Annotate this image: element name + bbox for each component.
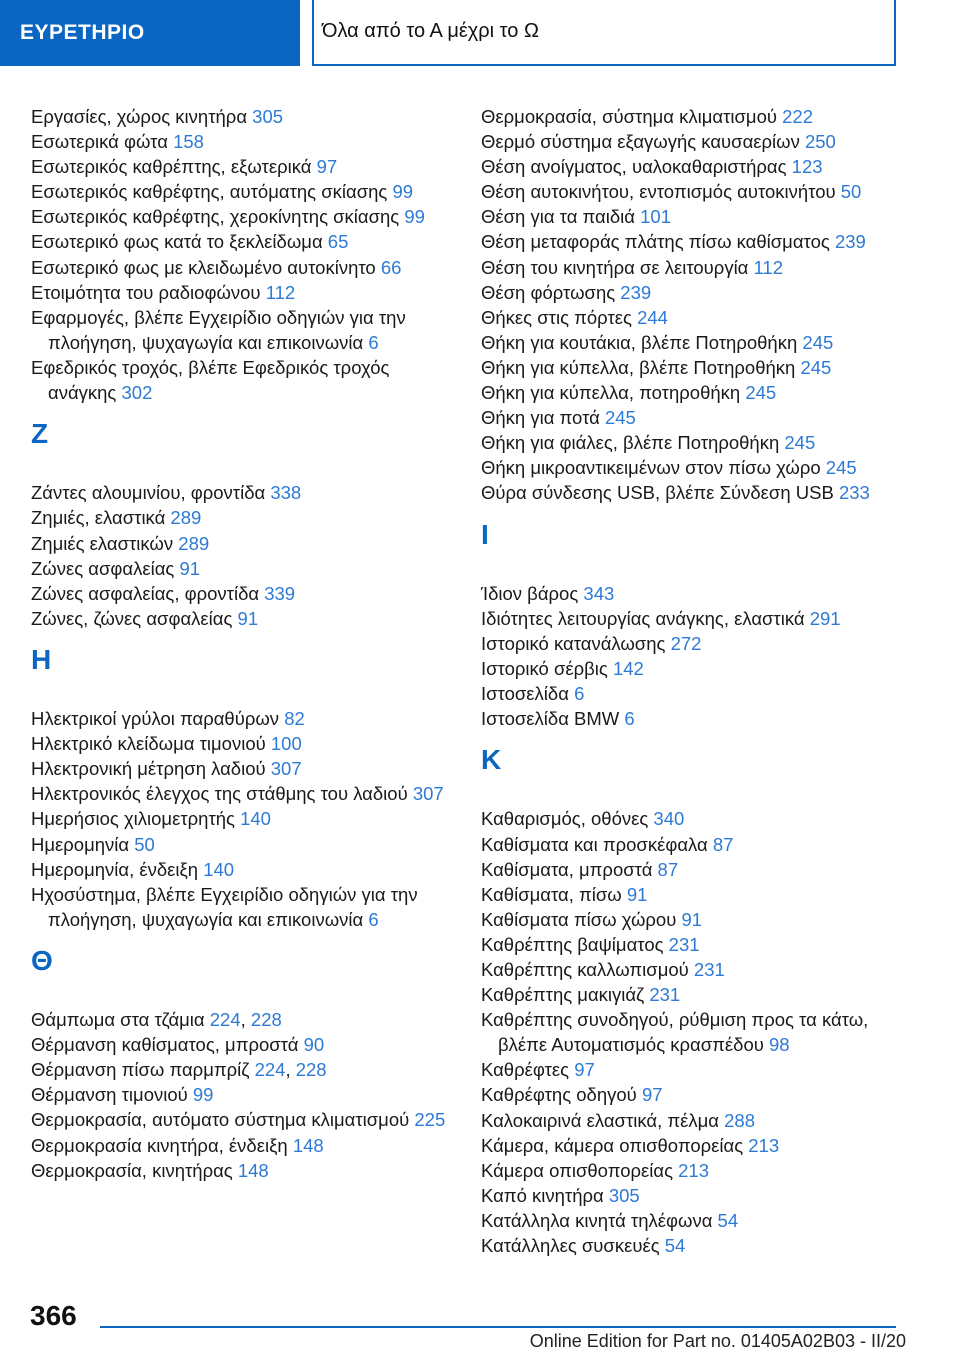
- index-entry: [31, 606, 461, 631]
- index-entry: [481, 1007, 911, 1057]
- page-link[interactable]: 66: [380, 256, 402, 278]
- entry-term: Θάμπωμα στα τζάμια: [31, 1009, 210, 1031]
- entry-term: Καθρέπτης βαψίματος: [481, 933, 669, 955]
- page-link[interactable]: 99: [192, 1084, 214, 1106]
- page-link[interactable]: 340: [653, 808, 685, 830]
- page-link[interactable]: 231: [693, 959, 725, 980]
- index-entry: [481, 581, 911, 606]
- entry-term: Καθρέπτης συνοδηγού, ρύθμιση προς τα κάτω, βλέπε Αυτοματισμός κρασπέδου: [481, 1009, 869, 1056]
- page-link[interactable]: 291: [809, 607, 841, 629]
- entry-term: Ηλεκτρονική μέτρηση λαδιού: [31, 758, 271, 780]
- page-link[interactable]: 54: [664, 1235, 686, 1257]
- index-entry: [31, 229, 461, 254]
- page-link[interactable]: 343: [583, 582, 615, 604]
- entry-term: Ηχοσύστημα, βλέπε Εγχειρίδιο οδηγιών για την πλοήγηση, ψυχαγωγία και επικοινωνία: [31, 883, 418, 930]
- page-link[interactable]: 289: [170, 507, 202, 529]
- index-entry: [481, 656, 911, 681]
- entry-term: Ζώνες ασφαλείας, φροντίδα: [31, 582, 265, 604]
- entry-term: Θέρμανση τιμονιού: [31, 1084, 193, 1106]
- entry-term: Θέση φόρτωσης: [481, 281, 621, 303]
- entry-term: Καθρέφτης οδηγού: [481, 1084, 642, 1106]
- page-link[interactable]: 231: [668, 933, 700, 955]
- index-entry: [481, 631, 911, 656]
- index-entry: [481, 706, 911, 731]
- index-entry: [31, 154, 461, 179]
- index-entry: [481, 982, 911, 1007]
- page-link[interactable]: 91: [681, 908, 703, 930]
- index-entry: [31, 204, 461, 229]
- index-entry: [481, 1183, 911, 1208]
- index-entry: [481, 832, 911, 857]
- entry-term: Θύρα σύνδεσης USB, βλέπε Σύνδεση USB: [481, 482, 839, 504]
- page-link[interactable]: 97: [316, 156, 338, 178]
- index-entry: [31, 556, 461, 581]
- entry-term: Θερμοκρασία κινητήρα, ένδειξη: [31, 1134, 293, 1156]
- section-label: ΕΥΡΕΤΗΡΙΟ: [0, 0, 300, 66]
- page-link[interactable]: 245: [825, 457, 857, 479]
- index-entry: [481, 179, 911, 204]
- entry-term: Εσωτερικά φώτα: [31, 131, 174, 153]
- page-link[interactable]: 140: [240, 808, 271, 830]
- index-entry: [31, 832, 461, 857]
- entry-term: Θερμοκρασία, σύστημα κλιματισμού: [481, 106, 783, 127]
- page-link[interactable]: 142: [612, 657, 644, 679]
- entry-term: Θερμό σύστημα εξαγωγής καυσαερίων: [481, 131, 805, 153]
- page-link[interactable]: 245: [604, 407, 636, 429]
- entry-term: Εσωτερικός καθρέπτης, εξωτερικά: [31, 156, 317, 178]
- index-entry: [481, 882, 911, 907]
- index-entry: [31, 280, 461, 305]
- page-link[interactable]: 245: [784, 432, 816, 454]
- page-link[interactable]: 148: [237, 1159, 269, 1181]
- entry-term: Θήκη μικροαντικειμένων στον πίσω χώρο: [481, 457, 826, 479]
- index-entry: [481, 907, 911, 932]
- index-entry: [481, 154, 911, 179]
- entry-term: Κάμερα οπισθοπορείας: [481, 1159, 679, 1181]
- page-link[interactable]: 307: [270, 758, 302, 780]
- entry-term: Ηλεκτρονικός έλεγχος της στάθμης του λαδιού: [31, 783, 413, 805]
- page-link[interactable]: 54: [717, 1209, 739, 1231]
- page-link[interactable]: 91: [237, 607, 259, 629]
- entry-term: Θήκη για κύπελλα, βλέπε Ποτηροθήκη: [481, 356, 801, 378]
- page-link[interactable]: 250: [804, 131, 836, 153]
- page-link[interactable]: 305: [252, 106, 284, 127]
- entry-term: Θέση του κινητήρα σε λειτουργία: [481, 256, 754, 278]
- entry-term: Ζώνες ασφαλείας: [31, 557, 180, 579]
- entry-term: Ζημιές ελαστικών: [31, 532, 179, 554]
- index-entry: [31, 731, 461, 756]
- index-entry: [31, 255, 461, 280]
- entry-term: Ημερήσιος χιλιομετρητής: [31, 808, 241, 830]
- index-entry: [481, 1108, 911, 1133]
- entry-term: Καθαρισμός, οθόνες: [481, 808, 654, 830]
- page-link[interactable]: 101: [640, 206, 671, 228]
- index-letter-heading: H: [31, 643, 52, 675]
- entry-term: Ιδιότητες λειτουργίας ανάγκης, ελαστικά: [481, 607, 810, 629]
- index-entry: [31, 882, 461, 932]
- page-link[interactable]: 245: [800, 356, 832, 378]
- index-entry: [481, 806, 911, 831]
- index-entry: [31, 179, 461, 204]
- index-entry: [31, 781, 461, 806]
- index-entry: [31, 104, 461, 129]
- entry-term: Ημερομηνία: [31, 833, 135, 855]
- page-link[interactable]: 239: [834, 231, 866, 253]
- index-entry: Θάμπωμα στα τζάμια 224, 228: [31, 1009, 282, 1031]
- entry-term: Θέση για τα παιδιά: [481, 206, 641, 228]
- page-link[interactable]: 87: [657, 858, 679, 880]
- index-entry: [31, 1082, 461, 1107]
- index-entry: [481, 255, 911, 280]
- entry-term: Θήκη για κύπελλα, ποτηροθήκη: [481, 382, 746, 404]
- page-link[interactable]: 87: [712, 833, 734, 855]
- page-link[interactable]: 288: [724, 1109, 755, 1131]
- entry-term: Θέση μεταφοράς πλάτης πίσω καθίσματος: [481, 231, 835, 253]
- index-entry: [31, 706, 461, 731]
- index-entry: [481, 455, 911, 480]
- header-title: Όλα από το Α μέχρι το Ω: [312, 0, 896, 66]
- entry-term: Εργασίες, χώρος κινητήρα: [31, 106, 253, 127]
- index-entry: [31, 857, 461, 882]
- page-header: [0, 0, 960, 66]
- entry-term: Θέση αυτοκινήτου, εντοπισμός αυτοκινήτου: [481, 181, 841, 203]
- page-link[interactable]: 307: [412, 783, 444, 805]
- page-link[interactable]: 100: [270, 733, 302, 755]
- index-column-left: [31, 104, 461, 1183]
- edition-text: Online Edition for Part no. 01405A02B03 - II/20: [529, 1331, 906, 1351]
- entry-term: Κάμερα, κάμερα οπισθοπορείας: [481, 1134, 749, 1156]
- page-link[interactable]: 224: [254, 1059, 286, 1081]
- entry-term: Καθίσματα πίσω χώρου: [481, 908, 682, 930]
- page-link[interactable]: 305: [608, 1184, 640, 1206]
- index-entry: [31, 480, 461, 505]
- page-link[interactable]: 65: [327, 231, 349, 253]
- entry-term: Ίδιον βάρος: [481, 582, 584, 604]
- entry-term: Καπό κινητήρα: [481, 1184, 609, 1206]
- entry-term: Θήκη για κουτάκια, βλέπε Ποτηροθήκη: [481, 331, 803, 353]
- entry-term: Καλοκαιρινά ελαστικά, πέλμα: [481, 1109, 725, 1131]
- entry-term: Εφαρμογές, βλέπε Εγχειρίδιο οδηγιών για την πλοήγηση, ψυχαγωγία και επικοινωνία: [31, 306, 406, 353]
- entry-term: Ιστοσελίδα BMW: [481, 708, 625, 730]
- index-entry: [481, 480, 911, 505]
- index-entry: [481, 1233, 911, 1258]
- entry-term: Ημερομηνία, ένδειξη: [31, 858, 204, 880]
- page-link[interactable]: 6: [368, 908, 379, 930]
- index-entry: [31, 1158, 461, 1183]
- index-entry: [31, 505, 461, 530]
- page-link[interactable]: 6: [574, 683, 585, 705]
- index-entry: [31, 355, 461, 405]
- entry-term: Θερμοκρασία, κινητήρας: [31, 1159, 238, 1181]
- page-link[interactable]: 50: [134, 833, 155, 855]
- entry-term: Κατάλληλες συσκευές: [481, 1235, 665, 1257]
- entry-term: Εσωτερικό φως με κλειδωμένο αυτοκίνητο: [31, 256, 381, 278]
- entry-term: Εφεδρικός τροχός, βλέπε Εφεδρικός τροχός ανάγκης: [31, 356, 390, 404]
- index-entry: [481, 380, 911, 405]
- entry-term: Θέση ανοίγματος, υαλοκαθαριστήρας: [481, 156, 792, 178]
- entry-term: Θήκη για ποτά: [481, 407, 605, 429]
- entry-term: Ετοιμότητα του ραδιοφώνου: [31, 281, 266, 303]
- footer-divider: [100, 1326, 896, 1328]
- index-entry: [481, 430, 911, 455]
- page-link[interactable]: 302: [121, 382, 153, 404]
- page-link[interactable]: 222: [782, 106, 814, 127]
- entry-term: Ζώνες, ζώνες ασφαλείας: [31, 607, 238, 629]
- page-link[interactable]: 228: [295, 1059, 327, 1081]
- entry-term: Θήκη για φιάλες, βλέπε Ποτηροθήκη: [481, 432, 785, 454]
- page-link[interactable]: 148: [292, 1134, 324, 1156]
- page-link[interactable]: 245: [745, 382, 777, 404]
- index-entry: [481, 1208, 911, 1233]
- index-entry: [31, 1133, 461, 1158]
- index-entry: [481, 129, 911, 154]
- entry-term: Καθίσματα, μπροστά: [481, 858, 658, 880]
- index-entry: Θέρμανση πίσω παρμπρίζ 224, 228: [31, 1059, 327, 1081]
- page-link[interactable]: 91: [179, 557, 201, 579]
- page-link[interactable]: 213: [748, 1134, 780, 1156]
- entry-term: Καθίσματα, πίσω: [481, 883, 627, 905]
- entry-term: Καθρέπτης μακιγιάζ: [481, 984, 650, 1006]
- index-entry: [31, 581, 461, 606]
- page-link[interactable]: 272: [670, 632, 702, 654]
- page-link[interactable]: 338: [270, 482, 302, 504]
- index-entry: [481, 681, 911, 706]
- entry-term: Θήκες στις πόρτες: [481, 306, 638, 328]
- index-entry: [481, 606, 911, 631]
- page-link[interactable]: 140: [203, 858, 235, 880]
- index-entry: [481, 204, 911, 229]
- page-link[interactable]: 97: [641, 1084, 663, 1106]
- index-entry: [481, 1133, 911, 1158]
- entry-term: Εσωτερικό φως κατά το ξεκλείδωμα: [31, 231, 328, 253]
- page-link[interactable]: 6: [368, 331, 379, 353]
- page-link[interactable]: 224: [209, 1009, 241, 1031]
- index-entry: [31, 756, 461, 781]
- index-letter-heading: I: [481, 518, 489, 550]
- entry-term: Ιστοσελίδα: [481, 683, 575, 705]
- index-entry: [481, 330, 911, 355]
- page-link[interactable]: 158: [173, 131, 204, 153]
- page-link[interactable]: 112: [753, 256, 784, 278]
- index-entry: [481, 932, 911, 957]
- index-entry: [481, 857, 911, 882]
- entry-term: Θέρμανση καθίσματος, μπροστά: [31, 1034, 304, 1056]
- page-link[interactable]: 244: [637, 306, 668, 328]
- page-link[interactable]: 228: [250, 1009, 282, 1031]
- index-entry: [481, 1082, 911, 1107]
- page-number: 366: [30, 1300, 77, 1331]
- index-entry: [481, 229, 911, 254]
- index-entry: [481, 1158, 911, 1183]
- entry-term: Ιστορικό σέρβις: [481, 657, 613, 679]
- entry-term: Καθίσματα και προσκέφαλα: [481, 833, 713, 855]
- page-link[interactable]: 239: [620, 281, 652, 303]
- page-link[interactable]: 339: [264, 582, 296, 604]
- page-link[interactable]: 231: [649, 984, 681, 1006]
- page-link[interactable]: 6: [624, 708, 635, 730]
- entry-term: Εσωτερικός καθρέφτης, αυτόματης σκίασης: [31, 181, 393, 203]
- index-entry: [481, 957, 911, 982]
- page-link[interactable]: 99: [392, 181, 414, 203]
- index-letter-heading: Θ: [31, 944, 53, 976]
- page-link[interactable]: 91: [626, 883, 648, 905]
- page-link[interactable]: 50: [840, 181, 862, 203]
- page-link[interactable]: 99: [404, 206, 425, 228]
- index-entry: [31, 305, 461, 355]
- index-entry: [31, 1107, 461, 1132]
- index-entry: [31, 806, 461, 831]
- entry-term: Εσωτερικός καθρέφτης, χεροκίνητης σκίασης: [31, 206, 405, 228]
- page-link[interactable]: 123: [791, 156, 823, 178]
- index-entry: [481, 280, 911, 305]
- index-entry: [481, 305, 911, 330]
- index-entry: [31, 1032, 461, 1057]
- page-link[interactable]: 112: [265, 281, 296, 303]
- index-entry: [481, 104, 911, 129]
- entry-term: Καθρέπτης καλλωπισμού: [481, 959, 694, 980]
- index-column-right: [481, 104, 911, 1258]
- index-entry: [481, 1057, 911, 1082]
- page-link[interactable]: 97: [574, 1059, 595, 1081]
- entry-term: Θέρμανση πίσω παρμπρίζ: [31, 1059, 255, 1081]
- index-entry: [31, 531, 461, 556]
- entry-term: Ηλεκτρικό κλείδωμα τιμονιού: [31, 733, 271, 755]
- page-link[interactable]: 233: [838, 482, 870, 504]
- entry-term: Ηλεκτρικοί γρύλοι παραθύρων: [31, 708, 285, 730]
- index-entry: [481, 355, 911, 380]
- page-link[interactable]: 90: [303, 1034, 325, 1056]
- entry-term: Κατάλληλα κινητά τηλέφωνα: [481, 1209, 718, 1231]
- entry-term: Θερμοκρασία, αυτόματο σύστημα κλιματισμού: [31, 1109, 415, 1131]
- entry-term: Καθρέφτες: [481, 1059, 575, 1081]
- index-letter-heading: Z: [31, 418, 49, 450]
- page-link[interactable]: 245: [802, 331, 834, 353]
- entry-term: Ζημιές, ελαστικά: [31, 507, 171, 529]
- index-entry: [31, 129, 461, 154]
- index-entry: [481, 405, 911, 430]
- page-link[interactable]: 289: [178, 532, 210, 554]
- page-link[interactable]: 82: [284, 708, 305, 730]
- entry-term: Ζάντες αλουμινίου, φροντίδα: [31, 482, 271, 504]
- page-link[interactable]: 213: [678, 1159, 710, 1181]
- index-letter-heading: K: [481, 744, 502, 776]
- page-link[interactable]: 225: [414, 1109, 446, 1131]
- entry-term: Ιστορικό κατανάλωσης: [481, 632, 671, 654]
- page-link[interactable]: 98: [769, 1034, 790, 1056]
